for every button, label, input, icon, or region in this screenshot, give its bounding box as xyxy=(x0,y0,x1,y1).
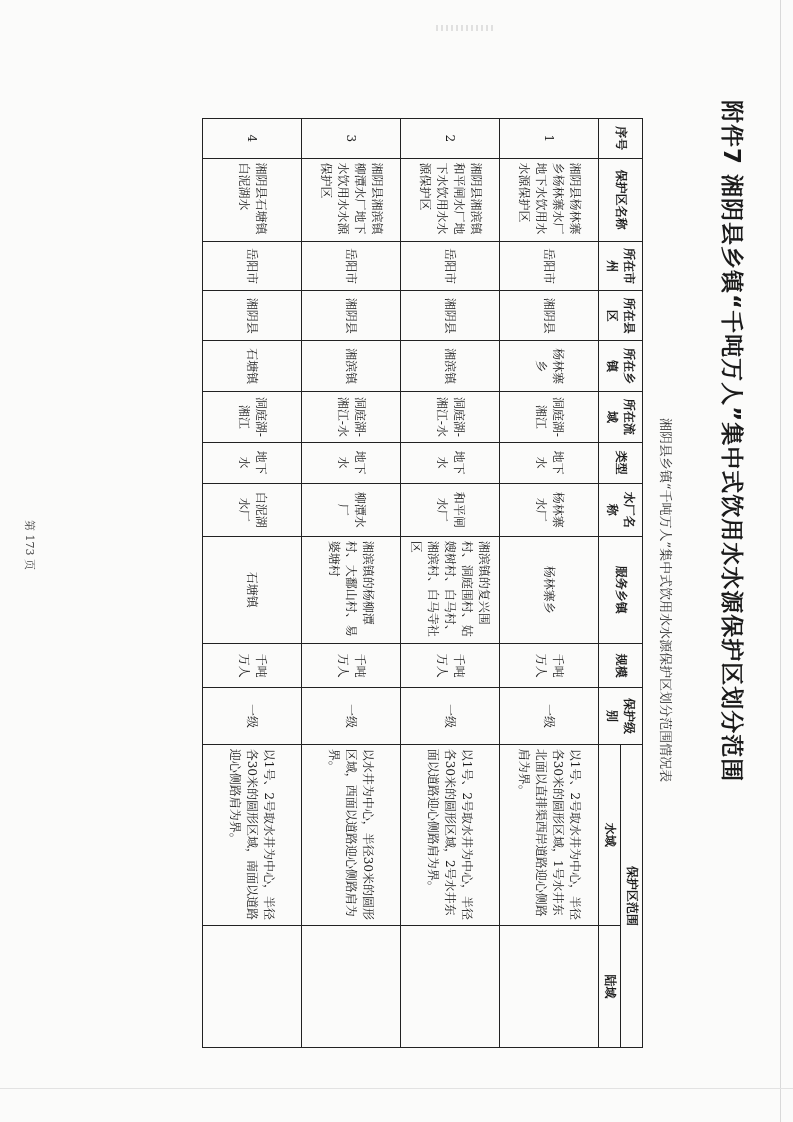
cell-land xyxy=(203,925,302,1047)
cell-serve: 石塘镇 xyxy=(203,536,302,643)
cell-type: 地下水 xyxy=(302,442,401,483)
cell-city: 岳阳市 xyxy=(500,241,599,291)
cell-type: 地下水 xyxy=(401,442,500,483)
cell-water: 以1号、2号取水井为中心，半径各30米的圆形区域，南面以道路迎心侧路肩为界。 xyxy=(203,744,302,925)
header-serve: 服务乡镇 xyxy=(599,536,643,643)
cell-city: 岳阳市 xyxy=(401,241,500,291)
header-city: 所在市州 xyxy=(599,241,643,291)
header-water: 水域 xyxy=(599,744,621,925)
cell-level: 一级 xyxy=(203,688,302,744)
header-level: 保护级别 xyxy=(599,688,643,744)
table-caption: 湘阴县乡镇“千吨万人”集中式饮用水水源保护区划分范围情况表 xyxy=(657,417,672,783)
cell-basin: 洞庭湖-湘江 xyxy=(203,392,302,442)
cell-no: 3 xyxy=(302,119,401,159)
cell-town: 湘滨镇 xyxy=(401,341,500,392)
header-scale: 规模 xyxy=(599,643,643,688)
cell-scale: 千吨万人 xyxy=(203,643,302,688)
cell-name: 湘阴县杨林寨乡杨林寨水厂地下水饮用水水源保护区 xyxy=(500,158,599,241)
cell-county: 湘阴县 xyxy=(302,291,401,341)
header-plant: 水厂名称 xyxy=(599,483,643,536)
cell-scale: 千吨万人 xyxy=(401,643,500,688)
header-county: 所在县区 xyxy=(599,291,643,341)
cell-county: 湘阴县 xyxy=(203,291,302,341)
cell-plant: 杨林寨水厂 xyxy=(500,483,599,536)
cell-basin: 洞庭湖-湘江-水 xyxy=(302,392,401,442)
table-row xyxy=(500,119,599,1048)
cell-scale: 千吨万人 xyxy=(500,643,599,688)
header-town: 所在乡镇 xyxy=(599,341,643,392)
cell-county: 湘阴县 xyxy=(500,291,599,341)
cell-water: 以1号、2号取水井为中心，半径各30米的圆形区域，2号水井东面以道路迎心侧路肩为界。 xyxy=(401,744,500,925)
table-row xyxy=(302,119,401,1048)
cell-type: 地下水 xyxy=(203,442,302,483)
cell-land xyxy=(500,925,599,1047)
document-title: 附件7 湘阴县乡镇“千吨万人”集中式饮用水水源保护区划分范围 xyxy=(718,100,744,783)
cell-level: 一级 xyxy=(500,688,599,744)
cell-serve: 杨林寨乡 xyxy=(500,536,599,643)
cell-name: 湘阴县湘滨镇柳潭水厂地下水饮用水水源保护区 xyxy=(302,158,401,241)
header-name: 保护区名称 xyxy=(599,158,643,241)
cell-basin: 洞庭湖-湘江 xyxy=(500,392,599,442)
header-type: 类型 xyxy=(599,442,643,483)
cell-town: 湘滨镇 xyxy=(302,341,401,392)
cell-water: 以1号、2号取水井为中心，半径各30米的圆形区域，1号水井东北面以直排渠西岸道路迎心侧路肩为界。 xyxy=(500,744,599,925)
header-range: 保护区范围 xyxy=(621,744,643,1047)
cell-type: 地下水 xyxy=(500,442,599,483)
cell-level: 一级 xyxy=(401,688,500,744)
cell-basin: 洞庭湖-湘江-水 xyxy=(401,392,500,442)
cell-plant: 柳潭水厂 xyxy=(302,483,401,536)
protection-zone-table xyxy=(202,118,643,1048)
table-row xyxy=(203,119,302,1048)
table-header-row xyxy=(621,119,643,1048)
cell-land xyxy=(302,925,401,1047)
cell-city: 岳阳市 xyxy=(203,241,302,291)
header-basin: 所在流域 xyxy=(599,392,643,442)
scan-punch-marks xyxy=(433,25,493,31)
page-number: 第 173 页 xyxy=(23,520,36,570)
header-no: 序号 xyxy=(599,119,643,159)
cell-serve: 湘滨镇的复兴围村、洞庭围村、姑嫂树村、白马村、湘滨村、白马寺社区 xyxy=(401,536,500,643)
cell-plant: 白泥湖水厂 xyxy=(203,483,302,536)
cell-scale: 千吨万人 xyxy=(302,643,401,688)
cell-no: 4 xyxy=(203,119,302,159)
cell-name: 湘阴县湘滨镇和平闸水厂地下水饮用水水源保护区 xyxy=(401,158,500,241)
table-row xyxy=(401,119,500,1048)
cell-serve: 湘滨镇的杨柳潭村、大鄱山村、易婆塘村 xyxy=(302,536,401,643)
cell-plant: 和平闸水厂 xyxy=(401,483,500,536)
cell-town: 石塘镇 xyxy=(203,341,302,392)
cell-no: 2 xyxy=(401,119,500,159)
cell-level: 一级 xyxy=(302,688,401,744)
cell-water: 以水井为中心，半径30米的圆形区域，西面以道路迎心侧路肩为界。 xyxy=(302,744,401,925)
cell-city: 岳阳市 xyxy=(302,241,401,291)
cell-name: 湘阴县石塘镇白泥湖水 xyxy=(203,158,302,241)
header-land: 陆域 xyxy=(599,925,621,1047)
cell-county: 湘阴县 xyxy=(401,291,500,341)
cell-land xyxy=(401,925,500,1047)
cell-no: 1 xyxy=(500,119,599,159)
cell-town: 杨林寨乡 xyxy=(500,341,599,392)
